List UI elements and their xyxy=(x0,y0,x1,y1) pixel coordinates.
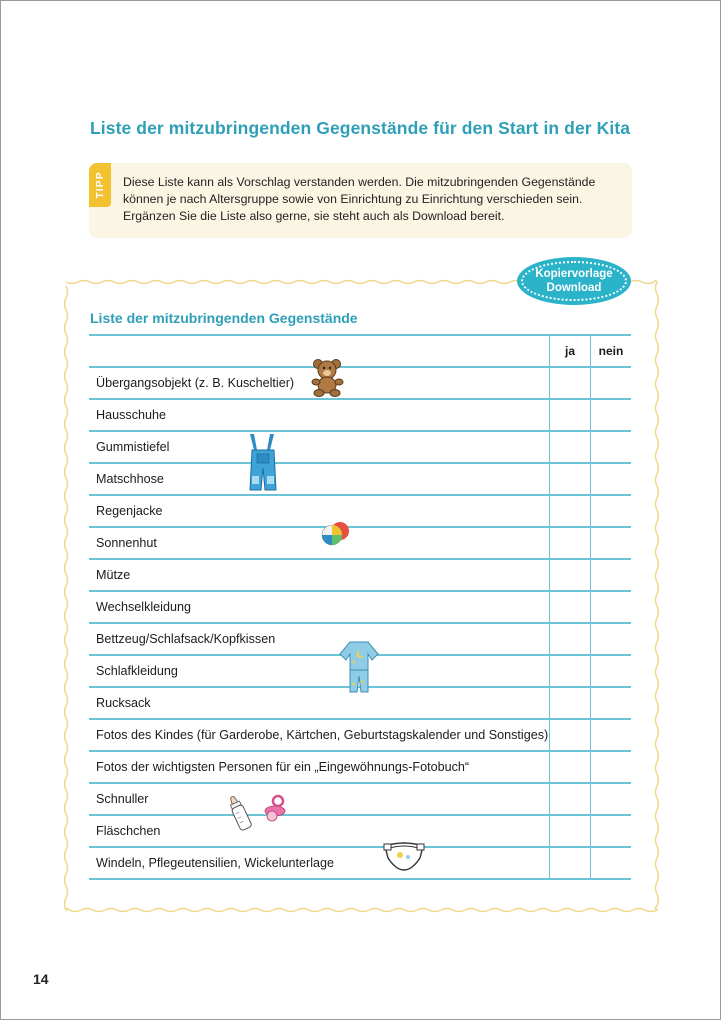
download-badge-inner[interactable] xyxy=(521,261,627,301)
check-cell-ja[interactable] xyxy=(550,815,591,847)
check-cell-nein[interactable] xyxy=(591,527,632,559)
badge-line-1: Kopiervorlage xyxy=(535,268,613,280)
check-cell-nein[interactable] xyxy=(591,367,632,399)
item-label: Windeln, Pflegeutensilien, Wickelunterlage xyxy=(89,847,550,879)
tip-line: können je nach Altersgruppe sowie von Einrichtung zu Einrichtung verschieden sein. xyxy=(123,192,583,206)
item-label: Fläschchen xyxy=(89,815,550,847)
list-title: Liste der mitzubringenden Gegenstände xyxy=(90,310,358,326)
item-label: Schnuller xyxy=(89,783,550,815)
teddy-bear-icon xyxy=(310,358,346,398)
item-label: Übergangsobjekt (z. B. Kuscheltier) xyxy=(89,367,550,399)
check-cell-ja[interactable] xyxy=(550,367,591,399)
overalls-icon xyxy=(246,432,280,494)
table-header-row xyxy=(89,335,631,367)
item-label: Fotos des Kindes (für Garderobe, Kärtchen, Geburtstagskalender und Sonstiges) xyxy=(89,719,550,751)
check-cell-nein[interactable] xyxy=(591,847,632,879)
page-title: Liste der mitzubringenden Gegenstände für den Start in der Kita xyxy=(90,118,631,138)
page-number: 14 xyxy=(33,971,49,987)
table-row xyxy=(89,431,631,463)
table-row xyxy=(89,527,631,559)
check-cell-nein[interactable] xyxy=(591,431,632,463)
check-cell-nein[interactable] xyxy=(591,559,632,591)
table-row xyxy=(89,751,631,783)
table-row xyxy=(89,815,631,847)
check-cell-nein[interactable] xyxy=(591,463,632,495)
item-label: Fotos der wichtigsten Personen für ein „Eingewöhnungs-Fotobuch“ xyxy=(89,751,550,783)
tip-tag-label: TIPP xyxy=(94,171,106,199)
check-cell-ja[interactable] xyxy=(550,559,591,591)
item-label: Sonnenhut xyxy=(89,527,550,559)
check-cell-ja[interactable] xyxy=(550,655,591,687)
tip-line: Diese Liste kann als Vorschlag verstanden werden. Die mitzubringenden Gegenstände xyxy=(123,175,596,189)
check-cell-ja[interactable] xyxy=(550,591,591,623)
check-cell-ja[interactable] xyxy=(550,783,591,815)
check-cell-nein[interactable] xyxy=(591,495,632,527)
checklist-table xyxy=(89,334,631,880)
check-cell-ja[interactable] xyxy=(550,399,591,431)
beach-ball-icon xyxy=(320,520,352,548)
table-row xyxy=(89,367,631,399)
item-label: Schlafkleidung xyxy=(89,655,550,687)
item-label: Hausschuhe xyxy=(89,399,550,431)
check-cell-nein[interactable] xyxy=(591,623,632,655)
check-cell-ja[interactable] xyxy=(550,687,591,719)
check-cell-nein[interactable] xyxy=(591,751,632,783)
check-cell-nein[interactable] xyxy=(591,399,632,431)
download-badge[interactable] xyxy=(517,257,631,305)
item-label: Matschhose xyxy=(89,463,550,495)
table-row xyxy=(89,399,631,431)
pacifier-icon xyxy=(262,794,290,824)
table-row xyxy=(89,591,631,623)
check-cell-ja[interactable] xyxy=(550,431,591,463)
table-row xyxy=(89,495,631,527)
check-cell-nein[interactable] xyxy=(591,719,632,751)
diaper-icon xyxy=(382,838,426,874)
badge-line-2: Download xyxy=(546,282,602,294)
item-label: Regenjacke xyxy=(89,495,550,527)
check-cell-nein[interactable] xyxy=(591,591,632,623)
check-cell-nein[interactable] xyxy=(591,783,632,815)
table-row xyxy=(89,847,631,879)
check-cell-nein[interactable] xyxy=(591,655,632,687)
check-cell-ja[interactable] xyxy=(550,719,591,751)
check-cell-ja[interactable] xyxy=(550,847,591,879)
check-cell-nein[interactable] xyxy=(591,815,632,847)
item-label: Mütze xyxy=(89,559,550,591)
check-cell-ja[interactable] xyxy=(550,463,591,495)
item-label: Rucksack xyxy=(89,687,550,719)
tip-line: Ergänzen Sie die Liste also gerne, sie steht auch als Download bereit. xyxy=(123,209,505,223)
table-row xyxy=(89,783,631,815)
table-row xyxy=(89,463,631,495)
check-cell-ja[interactable] xyxy=(550,495,591,527)
baby-bottle-icon xyxy=(226,794,254,834)
table-row xyxy=(89,719,631,751)
table-row xyxy=(89,559,631,591)
item-label: Wechselkleidung xyxy=(89,591,550,623)
column-header-nein: nein xyxy=(591,335,632,367)
pajamas-icon xyxy=(338,638,380,696)
check-cell-ja[interactable] xyxy=(550,751,591,783)
check-cell-ja[interactable] xyxy=(550,527,591,559)
check-cell-nein[interactable] xyxy=(591,687,632,719)
item-label: Bettzeug/Schlafsack/Kopfkissen xyxy=(89,623,550,655)
item-label: Gummistiefel xyxy=(89,431,550,463)
check-cell-ja[interactable] xyxy=(550,623,591,655)
column-header-ja: ja xyxy=(550,335,591,367)
